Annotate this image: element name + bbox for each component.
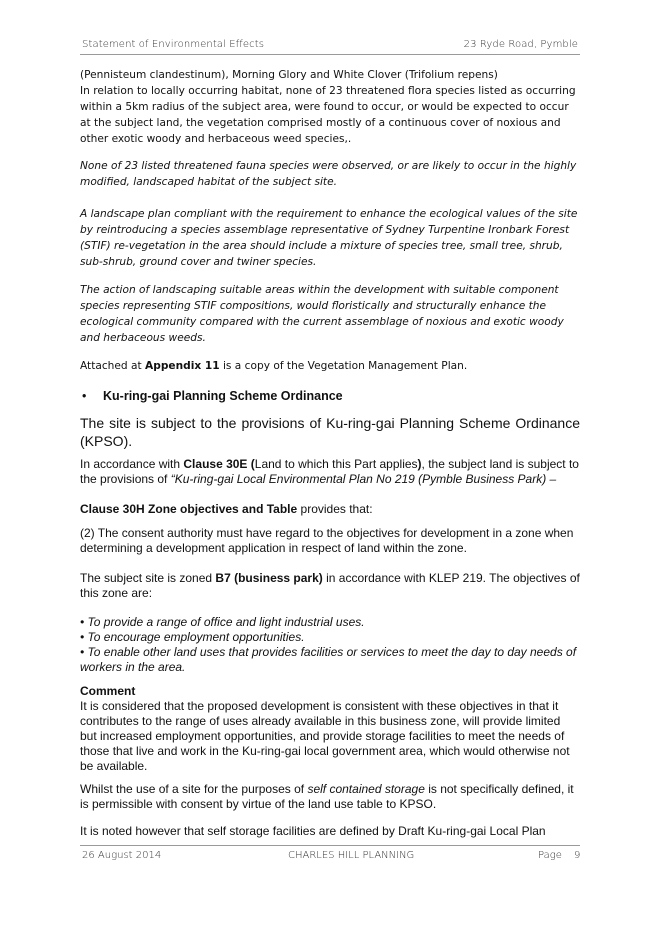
comment-block — [80, 684, 580, 774]
zone-objective-item: • To encourage employment opportunities. — [80, 630, 305, 644]
paragraph-draft-lep: It is noted however that self storage facilities are defined by Draft Ku-ring-gai Local Plan — [80, 824, 546, 838]
bullet-icon: • — [82, 389, 87, 403]
zone-objectives-list — [80, 615, 580, 675]
self-storage-post: is not specifically defined, it is permissible with consent by virtue of the land use table to KPSO. — [80, 782, 574, 811]
clause-30e-close: ) — [417, 457, 422, 471]
self-storage-pre: Whilst the use of a site for the purposes of — [80, 782, 308, 796]
footer-date: 26 August 2014 — [82, 850, 162, 861]
paragraph-landscape-plan-a: A landscape plan compliant with the requirement to enhance the ecological values of the site by reintroducing a species assemblage representative of Sydney Turpentine Ironbark Forest — [80, 208, 578, 236]
paragraph-consent-authority: (2) The consent authority must have regard to the objectives for development in a zone when determining a development application in respect of land within the zone. — [80, 526, 574, 555]
header-divider — [80, 54, 580, 55]
paragraph-zoning — [80, 571, 580, 601]
section-heading-title: Ku-ring-gai Planning Scheme Ordinance — [103, 389, 343, 403]
paragraph-appendix — [80, 358, 580, 374]
footer-company: CHARLES HILL PLANNING — [288, 850, 415, 861]
clause-30h-label: Clause 30H Zone objectives and Table — [80, 502, 298, 516]
paragraph-self-storage — [80, 782, 580, 812]
paragraph-flora — [80, 67, 580, 147]
zoning-pre: The subject site is zoned — [80, 571, 216, 585]
paragraph-flora-body: In relation to locally occurring habitat, none of 23 threatened flora species listed as occurring within a 5km radius of the subject area, were found to occur, or would be expected to occur at the subject land, the vegetation comprised mostly of a continuous cover of noxious and other exotic woody and herbaceous weed species,. — [80, 85, 576, 145]
comment-body: It is considered that the proposed development is consistent with these objectives in that it contributes to the range of uses already available in this business zone, will provide limited but increased employment opportunities, and provide storage facilities to meet the needs of those that live and work in the Ku-ring-gai local government area, which would otherwise not be available. — [80, 699, 570, 773]
zoning-zone-name: B7 (business park) — [215, 571, 323, 585]
appendix-text-pre: Attached at — [80, 360, 146, 372]
header-document-title: Statement of Environmental Effects — [82, 39, 265, 50]
zone-objective-item: • To enable other land uses that provides facilities or services to meet the day to day needs of workers in the area. — [80, 645, 577, 674]
paragraph-landscape-plan-b: (STIF) re-vegetation in the area should include a mixture of species tree, small tree, shrub, sub-shrub, ground cover and twiner species. — [80, 240, 563, 268]
appendix-reference: Appendix 11 — [145, 360, 220, 372]
clause-30e-post: , the subject land is subject to the provisions of — [80, 457, 579, 486]
appendix-text-post: is a copy of the Vegetation Management Plan. — [219, 360, 468, 372]
header-site-address: 23 Ryde Road, Pymble — [463, 39, 578, 50]
zone-objective-item: • To provide a range of office and light industrial uses. — [80, 615, 365, 629]
comment-heading: Comment — [80, 684, 136, 698]
self-storage-term: self contained storage — [307, 782, 425, 796]
footer-divider — [80, 845, 580, 846]
paragraph-landscaping-action: The action of landscaping suitable areas within the development with suitable component species representing STIF compositions, would floristically and structurally enhance the ecological community compared with the current assemblage of noxious and exotic woody and herbaceous weeds. — [80, 284, 564, 344]
clause-30e-label: Clause 30E ( — [183, 457, 255, 471]
paragraph-fauna: None of 23 listed threatened fauna species were observed, or are likely to occur in the highly modified, landscaped habitat of the subject site. — [80, 160, 577, 188]
footer-page-label: Page — [538, 850, 562, 861]
paragraph-flora-line1: (Pennisteum clandestinum), Morning Glory and White Clover (Trifolium repens) — [80, 69, 498, 81]
clause-30e-description: Land to which this Part applies — [254, 457, 418, 471]
paragraph-clause-30h — [80, 502, 580, 517]
paragraph-clause-30e — [80, 457, 580, 487]
footer-page-number: 9 — [574, 850, 581, 861]
clause-30e-plan-name: “Ku-ring-gai Local Environmental Plan No 219 (Pymble Business Park) – — [170, 472, 557, 486]
clause-30e-pre: In accordance with — [80, 457, 184, 471]
zoning-post: in accordance with KLEP 219. The objectives of this zone are: — [80, 571, 580, 600]
clause-30h-post: provides that: — [297, 502, 373, 516]
paragraph-landscape-plan — [80, 206, 580, 270]
paragraph-kpso-intro: The site is subject to the provisions of Ku-ring-gai Planning Scheme Ordinance (KPSO). — [80, 415, 580, 449]
